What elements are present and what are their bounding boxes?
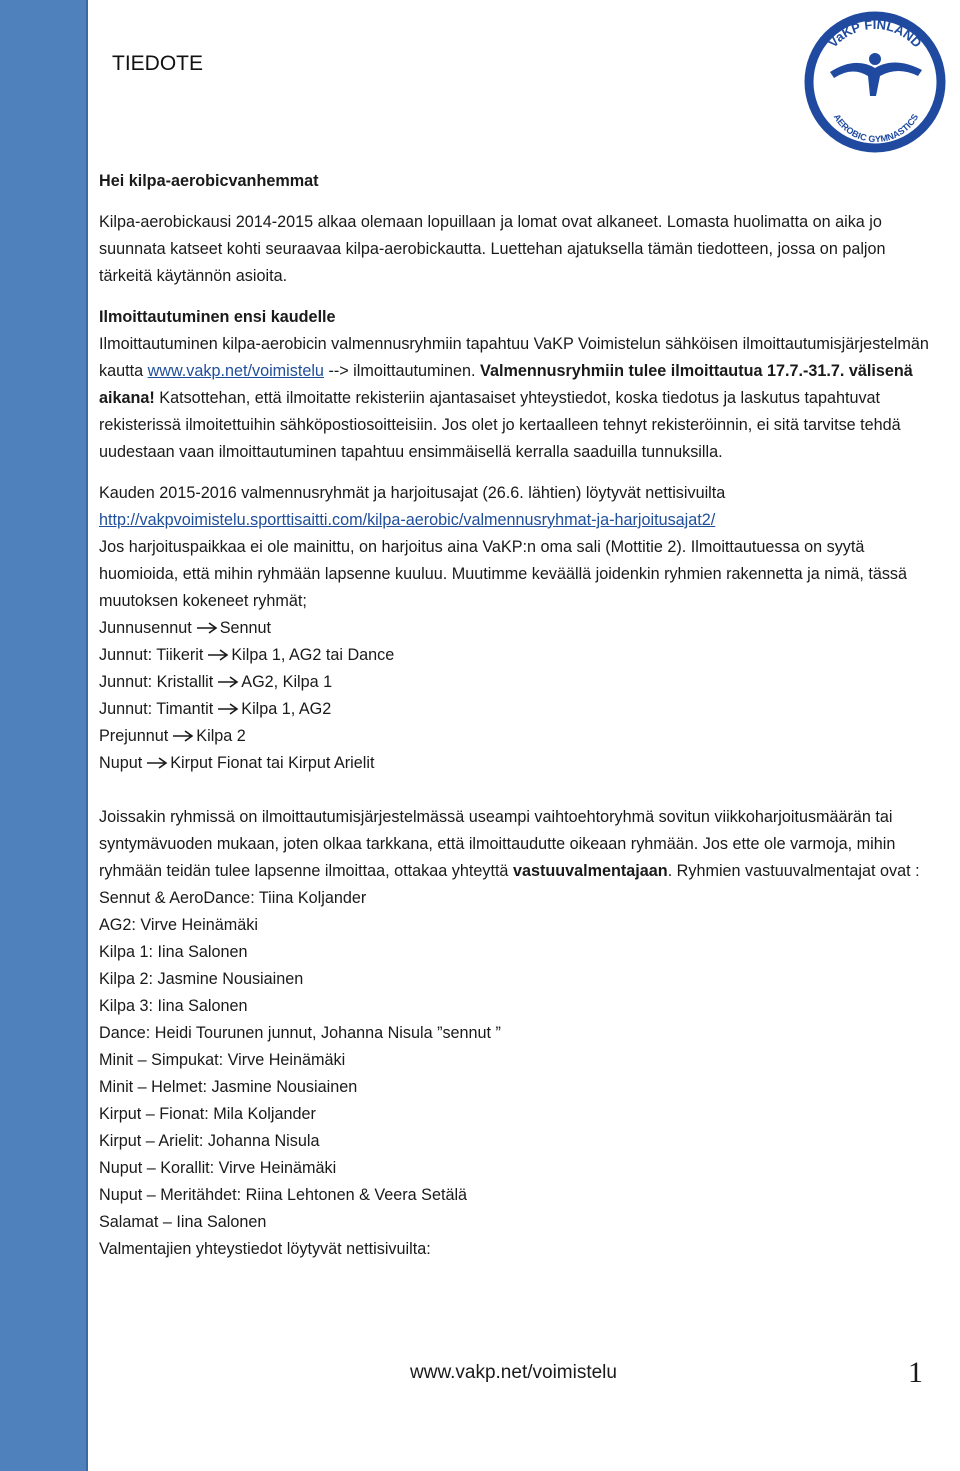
greeting-heading: Hei kilpa-aerobicvanhemmat	[99, 172, 319, 190]
logo-bottom-text: AEROBIC GYMNASTICS	[831, 112, 921, 145]
coach-item: Kilpa 3: Iina Salonen	[99, 997, 248, 1015]
coach-item: Minit – Helmet: Jasmine Nousiainen	[99, 1078, 358, 1096]
intro-paragraph: Kilpa-aerobickausi 2014-2015 alkaa olemaan lopuillaan ja lomat ovat alkaneet. Lomasta huolimatta on aika jo suunnata katseet kohti seuraavaa kilpa-aerobickautta. Luettehan ajatuksella tämän tiedotteen, jossa on paljon tärkeitä käytännön asioita.	[99, 213, 886, 285]
change-item: Junnut: Timantit Kilpa 1, AG2	[99, 700, 332, 718]
registration-deadline: Valmennusryhmiin tulee ilmoittautua 17.7.-31.7. välisenä aikana!	[99, 362, 913, 407]
vakp-logo	[800, 4, 950, 154]
coach-emphasis: vastuuvalmentajaan	[512, 862, 668, 880]
change-item: Junnut: Kristallit AG2, Kilpa 1	[99, 673, 333, 691]
changes-list	[99, 615, 929, 777]
logo-top-text: VaKP FINLAND	[825, 16, 925, 51]
coach-item: Kilpa 1: Iina Salonen	[99, 943, 248, 961]
registration-paragraph	[99, 331, 929, 466]
change-item: Prejunnut Kilpa 2	[99, 727, 246, 745]
arrow-right-icon	[207, 649, 229, 661]
coach-item: AG2: Virve Heinämäki	[99, 916, 258, 934]
arrow-right-icon	[217, 676, 239, 688]
arrow-right-icon	[172, 730, 194, 742]
coach-item: Salamat – Iina Salonen	[99, 1213, 267, 1231]
closing-text: Valmentajien yhteystiedot löytyvät nettisivuilta:	[99, 1240, 431, 1258]
change-item: Junnusennut Sennut	[99, 619, 272, 637]
change-item: Junnut: Tiikerit Kilpa 1, AG2 tai Dance	[99, 646, 395, 664]
coach-item: Sennut & AeroDance: Tiina Koljander	[99, 889, 367, 907]
coach-item: Minit – Simpukat: Virve Heinämäki	[99, 1051, 346, 1069]
coach-item: Nuput – Meritähdet: Riina Lehtonen & Veera Setälä	[99, 1186, 468, 1204]
registration-text-1: Ilmoittautuminen kilpa-aerobicin valmennusryhmiin tapahtuu VaKP Voimistelun sähköisen ilmoittautumisjärjestelmän kautta	[99, 335, 929, 380]
coach-item: Kirput – Fionat: Mila Koljander	[99, 1105, 316, 1123]
multi-option-paragraph: Joissakin ryhmissä on ilmoittautumisjärjestelmässä useampi vaihtoehtoryhmä sovitun viikkoharjoitusmäärän tai syntymävuoden mukaan, joten olkaa tarkkana, että ilmoittaudutte oikeaan ryhmään. Jos ette ole varmoja, mihin ryhmään teidän tulee lapsenne ilmoittaa, ottakaa yhteyttä vastuuvalmentajaan. Ryhmien vastuuvalmentajat ovat :	[99, 808, 920, 880]
schedule-link[interactable]: http://vakpvoimistelu.sporttisaitti.com/kilpa-aerobic/valmennusryhmat-ja-harjoitusajat2/	[99, 511, 716, 529]
registration-text-2: --> ilmoittautuminen.	[323, 362, 481, 380]
arrow-right-icon	[217, 703, 239, 715]
change-item: Nuput Kirput Fionat tai Kirput Arielit	[99, 754, 375, 772]
registration-heading: Ilmoittautuminen ensi kaudelle	[99, 308, 336, 326]
coach-item: Dance: Heidi Tourunen junnut, Johanna Nisula ”sennut ”	[99, 1024, 501, 1042]
coaches-list	[99, 885, 929, 1236]
schedule-text: Kauden 2015-2016 valmennusryhmät ja harjoitusajat (26.6. lähtien) löytyvät nettisivuilta	[99, 484, 726, 502]
arrow-right-icon	[146, 757, 168, 769]
sidebar-bar	[0, 0, 88, 1471]
page-title: TIEDOTE	[112, 52, 204, 75]
coach-item: Kilpa 2: Jasmine Nousiainen	[99, 970, 304, 988]
footer-url: www.vakp.net/voimistelu	[410, 1362, 617, 1383]
vakp-link[interactable]: www.vakp.net/voimistelu	[147, 362, 324, 380]
coach-item: Nuput – Korallit: Virve Heinämäki	[99, 1159, 337, 1177]
coach-item: Kirput – Arielit: Johanna Nisula	[99, 1132, 320, 1150]
registration-text-3: Katsottehan, että ilmoitatte rekisteriin ajantasaiset yhteystiedot, koska tiedotus ja laskutus tapahtuvat rekisterissä ilmoitettuihin sähköpostiosoitteisiin. Jos olet jo kertaalleen tehnyt rekisteröinnin, ei sitä tarvitse tehdä uudestaan vaan ilmoittautuminen tapahtuu ensimmäisellä kerralla saaduilla tunnuksilla.	[99, 389, 901, 461]
document-body	[99, 168, 929, 1263]
schedule-paragraph: Jos harjoituspaikkaa ei ole mainittu, on harjoitus aina VaKP:n oma sali (Mottitie 2). Ilmoittautuessa on syytä huomioida, että mihin ryhmään lapsenne kuuluu. Muutimme keväällä joidenkin ryhmien rakennetta ja nimä, tässä muutoksen kokeneet ryhmät;	[99, 538, 908, 610]
page-number: 1	[908, 1356, 923, 1389]
arrow-right-icon	[196, 622, 218, 634]
